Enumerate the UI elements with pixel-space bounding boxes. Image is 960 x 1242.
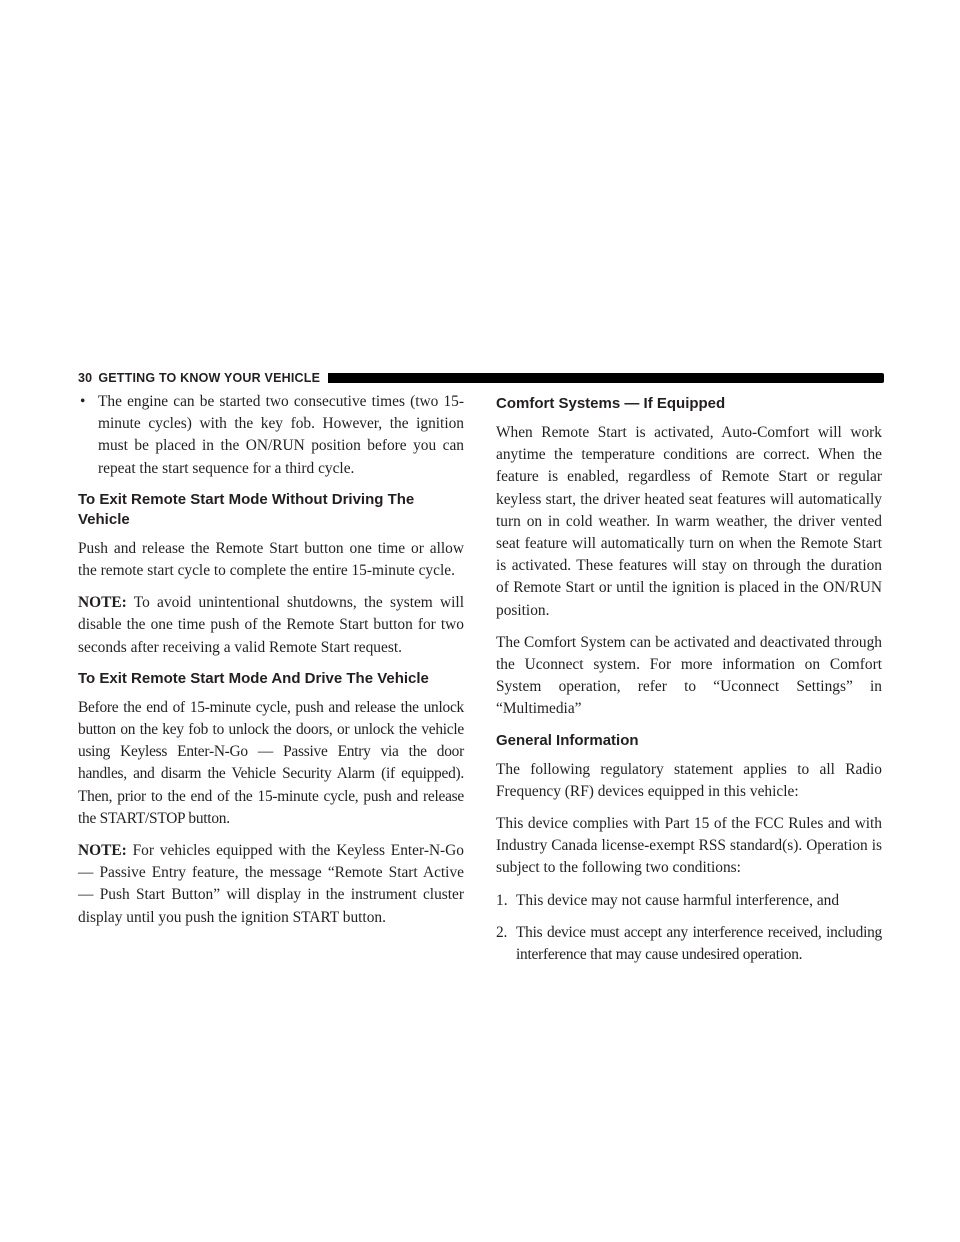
heading-general-information: General Information: [496, 731, 639, 749]
bullet-symbol: •: [80, 393, 86, 410]
list-number: 2.: [496, 923, 508, 941]
page-number: 30: [78, 371, 93, 385]
right-column: [496, 391, 882, 976]
note-label: NOTE:: [78, 842, 127, 860]
header-rule: [328, 373, 884, 383]
heading-exit-without-driving: To Exit Remote Start Mode Without Driving The Vehicle: [78, 490, 415, 528]
heading-comfort-systems: Comfort Systems — If Equipped: [496, 395, 726, 412]
paragraph-exit-without-driving: Push and release the Remote Start button one time or allow the remote start cycle to complete the entire 15-minute cycle.: [78, 539, 464, 580]
bullet-text: The engine can be started two consecutive times (two 15-minute cycles) with the key fob. However, the ignition must be placed in the ON/RUN position before you can repeat the start sequence for a third cycle.: [98, 393, 464, 477]
note-text: To avoid unintentional shutdowns, the system will disable the one time push of the Remote Start button for two seconds after receiving a valid Remote Start request.: [78, 594, 464, 656]
list-text: This device may not cause harmful interference, and: [516, 891, 840, 909]
list-number: 1.: [496, 891, 508, 909]
paragraph-exit-and-drive: Before the end of 15-minute cycle, push and release the unlock button on the key fob to unlock the doors, or unlock the vehicle using Keyless Enter-N-Go — Passive Entry via the door handles, and disarm the Vehicle Security Alarm (if equipped). Then, prior to the end of the 15-minute cycle, push and release the START/STOP button.: [78, 698, 464, 827]
note-text: For vehicles equipped with the Keyless Enter-N-Go — Passive Entry feature, the message “Remote Start Active — Push Start Button” will display in the instrument cluster display until you push the ignition START button.: [78, 842, 464, 926]
left-column: [78, 391, 464, 939]
note-exit-and-drive: [78, 840, 464, 929]
list-text: This device must accept any interference received, including interference that may cause undesired operation.: [516, 923, 882, 964]
paragraph-comfort-2: The Comfort System can be activated and deactivated through the Uconnect system. For more information on Comfort System operation, refer to “Uconnect Settings” in “Multimedia”: [496, 633, 882, 718]
bullet-item: [78, 391, 464, 480]
list-item: [496, 922, 882, 966]
paragraph-comfort-1: When Remote Start is activated, Auto-Comfort will work anytime the temperature conditions are correct. When the feature is enabled, regardless of Remote Start or regular keyless start, the driver heated seat features will automatically turn on in cold weather. In warm weather, the driver vented seat feature will automatically turn on when the Remote Start is activated. These features will stay on through the duration of Remote Start or until the ignition is placed in the ON/RUN position.: [496, 424, 882, 619]
paragraph-general-1: The following regulatory statement applies to all Radio Frequency (RF) devices equipped in this vehicle:: [496, 760, 882, 800]
section-title: GETTING TO KNOW YOUR VEHICLE: [98, 371, 321, 385]
note-label: NOTE:: [78, 594, 127, 612]
note-exit-without-driving: [78, 592, 464, 659]
heading-exit-and-drive: To Exit Remote Start Mode And Drive The Vehicle: [78, 669, 429, 687]
paragraph-general-2: This device complies with Part 15 of the FCC Rules and with Industry Canada license-exempt RSS standard(s). Operation is subject to the following two conditions:: [496, 815, 882, 877]
list-item: [496, 890, 882, 912]
page-header: [78, 370, 884, 386]
